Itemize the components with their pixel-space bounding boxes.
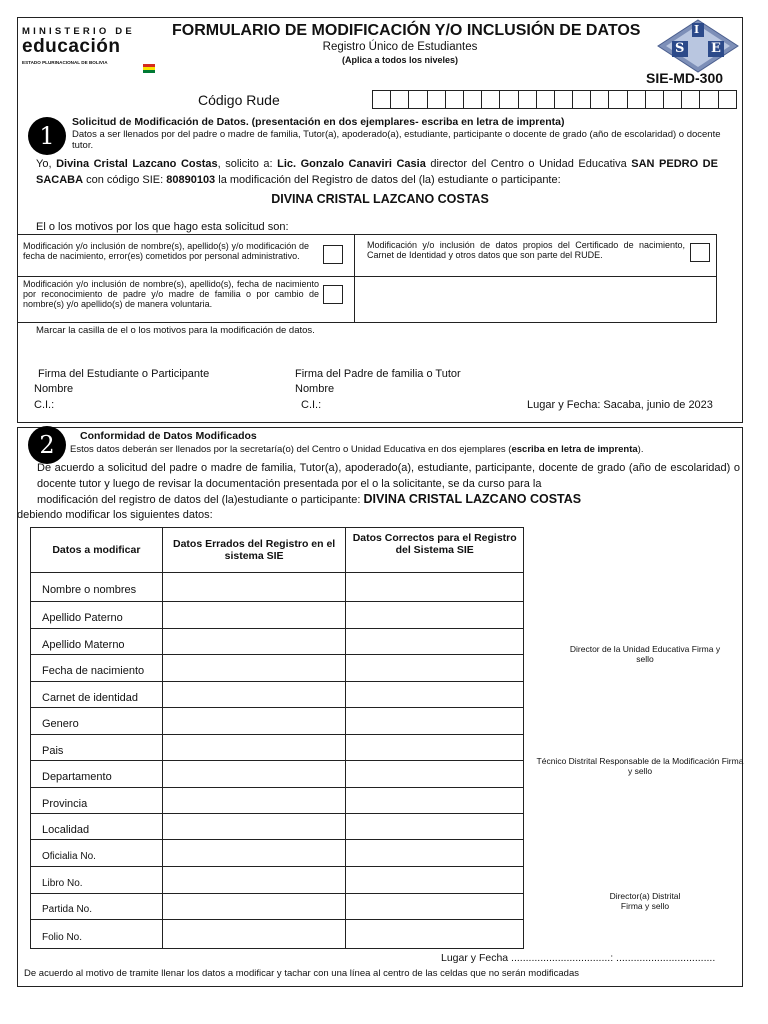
p-director: Lic. Gonzalo Canaviri Casia (277, 158, 426, 170)
table-row (31, 602, 524, 629)
form-title: FORMULARIO DE MODIFICACIÓN Y/O INCLUSIÓN DE DATOS (172, 22, 641, 39)
datos-correctos-cell[interactable] (346, 573, 524, 602)
section1-paragraph (36, 156, 718, 188)
form-subtitle: Registro Único de Estudiantes (322, 41, 478, 53)
table-row (31, 708, 524, 735)
datos-correctos-cell[interactable] (346, 920, 524, 949)
datos-table (30, 527, 524, 949)
sign-director-ue: Director de la Unidad Educativa Firma y sello (569, 644, 721, 664)
datos-errados-cell[interactable] (162, 894, 346, 920)
sie-letter-i: I (694, 23, 700, 36)
section1-frame (17, 17, 743, 423)
table-row (31, 761, 524, 788)
section2-paragraph: De acuerdo a solicitud del padre o madre de familia, Tutor(a), apoderado(a), estudiante, participante, docente de grado (año de escolaridad) o docente tutor y luego de revisar la documentación presentada por el o la solicitante, se da curso para la (37, 462, 740, 490)
section2-number: 2 (28, 426, 66, 464)
lugar-fecha-2: Lugar y Fecha ..................................: .................................. (441, 952, 716, 964)
datos-correctos-cell[interactable] (346, 867, 524, 894)
section2-instructions (70, 444, 643, 455)
table-row (31, 629, 524, 655)
row-label: Departamento (31, 761, 163, 788)
datos-errados-cell[interactable] (162, 840, 346, 867)
row-label: Localidad (31, 814, 163, 840)
datos-errados-cell[interactable] (162, 814, 346, 840)
student-name-2: DIVINA CRISTAL LAZCANO COSTAS (363, 492, 582, 506)
datos-correctos-cell[interactable] (346, 894, 524, 920)
datos-correctos-cell[interactable] (346, 814, 524, 840)
section2-paragraph-end (37, 492, 581, 506)
sie-letter-e: E (711, 41, 721, 56)
row-label: Genero (31, 708, 163, 735)
p-name: Divina Cristal Lazcano Costas (56, 158, 218, 170)
motivo1-text: Modificación y/o inclusión de nombre(s), apellido(s) y/o modificación de fecha de nacimiento, error(es) cometidos por personal administrativo. (23, 241, 309, 261)
datos-errados-cell[interactable] (162, 735, 346, 761)
table-row (31, 894, 524, 920)
row-label: Fecha de nacimiento (31, 655, 163, 682)
ministry-main-text: educación (22, 36, 121, 57)
table-row (31, 573, 524, 602)
header-datos-modificar: Datos a modificar (31, 528, 163, 573)
motivo3-checkbox[interactable] (323, 285, 343, 304)
par2: modificación del registro de datos del (la)estudiante o participante: (37, 494, 364, 506)
header-datos-errados: Datos Errados del Registro en el sistema SIE (162, 528, 346, 573)
marcar-note: Marcar la casilla de el o los motivos para la modificación de datos. (36, 325, 315, 336)
datos-correctos-cell[interactable] (346, 708, 524, 735)
row-label: Carnet de identidad (31, 682, 163, 708)
table-row (31, 735, 524, 761)
motivos-label: El o los motivos por los que hago esta solicitud son: (36, 221, 289, 233)
table-row (31, 920, 524, 949)
section1-instructions: Datos a ser llenados por del padre o madre de familia, Tutor(a), apoderado(a), estudiante, participante o docente de grado (año de escolaridad) o docente tutor. (72, 129, 721, 151)
motivo3-text: Modificación y/o inclusión de nombre(s), apellido(s), fecha de nacimiento por reconocimiento de padre y/o madre de familia o por cambio de nombre(s) y/o apellido(s) de manera voluntaria. (23, 279, 319, 309)
form-note: (Aplica a todos los niveles) (341, 55, 459, 65)
lugar-fecha-1: Lugar y Fecha: Sacaba, junio de 2023 (527, 399, 713, 411)
debiendo-label: debiendo modificar los siguientes datos: (17, 509, 213, 521)
datos-errados-cell[interactable] (162, 761, 346, 788)
nombre-estudiante-label: Nombre (34, 383, 74, 395)
row-label: Libro No. (31, 867, 163, 894)
datos-errados-cell[interactable] (162, 682, 346, 708)
datos-correctos-cell[interactable] (346, 655, 524, 682)
datos-errados-cell[interactable] (162, 867, 346, 894)
firma-estudiante: Firma del Estudiante o Participante (38, 368, 210, 380)
ci-padre-label: C.I.: (301, 399, 322, 411)
nombre-padre-label: Nombre (295, 383, 335, 395)
firma-padre: Firma del Padre de familia o Tutor (295, 368, 461, 380)
motivo1-checkbox[interactable] (323, 245, 343, 264)
datos-errados-cell[interactable] (162, 920, 346, 949)
datos-correctos-cell[interactable] (346, 735, 524, 761)
section2-heading: Conformidad de Datos Modificados (80, 430, 257, 442)
row-label: Oficialia No. (31, 840, 163, 867)
table-row (31, 840, 524, 867)
bolivia-flag-icon (143, 64, 155, 73)
row-label: Nombre o nombres (31, 573, 163, 602)
p-mid: director del Centro o Unidad Educativa (425, 158, 632, 170)
sie-logo (656, 19, 740, 73)
ci-estudiante-label: C.I.: (34, 399, 55, 411)
row-label: Partida No. (31, 894, 163, 920)
motivos-divider-v (354, 234, 355, 323)
instr-c: ). (637, 444, 644, 455)
sie-letter-s: S (675, 41, 685, 56)
student-name-1: DIVINA CRISTAL LAZCANO COSTAS (271, 192, 489, 206)
row-label: Folio No. (31, 920, 163, 949)
p-yo: Yo, (36, 158, 52, 170)
motivos-divider-h (17, 276, 717, 277)
row-label: Provincia (31, 788, 163, 814)
row-label: Pais (31, 735, 163, 761)
motivo2-checkbox[interactable] (690, 243, 710, 262)
p-end: la modificación del Registro de datos del (la) estudiante o participante: (215, 174, 561, 186)
ministry-top-text: MINISTERIO DE (22, 26, 135, 37)
table-row (31, 682, 524, 708)
motivo2-text: Modificación y/o inclusión de datos propios del Certificado de nacimiento, Carnet de Identidad y otros datos que son parte del RUDE. (367, 240, 685, 260)
datos-correctos-cell[interactable] (346, 682, 524, 708)
datos-correctos-cell[interactable] (346, 840, 524, 867)
codigo-rude-label: Código Rude (198, 92, 280, 108)
table-row (31, 867, 524, 894)
datos-errados-cell[interactable] (162, 573, 346, 602)
datos-errados-cell[interactable] (162, 629, 346, 655)
datos-errados-cell[interactable] (162, 788, 346, 814)
datos-correctos-cell[interactable] (346, 788, 524, 814)
instr-a: Estos datos deberán ser llenados por la secretaría(o) del Centro o Unidad Educativa en dos ejemplares ( (70, 444, 512, 455)
sign-director-distrital: Director(a) Distrital Firma y sello (609, 891, 681, 911)
sign-tecnico-distrital: Técnico Distrital Responsable de la Modificación Firma y sello (536, 756, 744, 776)
section1-number: 1 (28, 117, 66, 155)
header-datos-correctos: Datos Correctos para el Registro del Sistema SIE (346, 528, 524, 573)
row-label: Apellido Paterno (31, 602, 163, 629)
codigo-rude-input[interactable] (373, 90, 737, 109)
p-school: SAN PEDRO DE SACABA (36, 158, 718, 186)
datos-errados-cell[interactable] (162, 708, 346, 735)
datos-correctos-cell[interactable] (346, 761, 524, 788)
section1-heading: Solicitud de Modificación de Datos. (presentación en dos ejemplares- escriba en letra de imprenta) (72, 116, 565, 128)
datos-correctos-cell[interactable] (346, 602, 524, 629)
p-sie: 80890103 (166, 174, 216, 186)
form-code: SIE-MD-300 (646, 70, 724, 86)
datos-correctos-cell[interactable] (346, 629, 524, 655)
table-row (31, 788, 524, 814)
datos-table-body (31, 573, 524, 949)
datos-errados-cell[interactable] (162, 655, 346, 682)
datos-errados-cell[interactable] (162, 602, 346, 629)
instr-b: escriba en letra de imprenta (511, 444, 638, 455)
row-label: Apellido Materno (31, 629, 163, 655)
table-row (31, 655, 524, 682)
ministry-logo (22, 26, 157, 76)
table-row (31, 814, 524, 840)
p-codigo: con código SIE: (83, 174, 167, 186)
p-solicito: , solicito a: (217, 158, 273, 170)
footer-note: De acuerdo al motivo de tramite llenar los datos a modificar y tachar con una línea al centro de las celdas que no serán modificadas (24, 968, 579, 979)
ministry-sub-text: ESTADO PLURINACIONAL DE BOLIVIA (22, 60, 108, 65)
